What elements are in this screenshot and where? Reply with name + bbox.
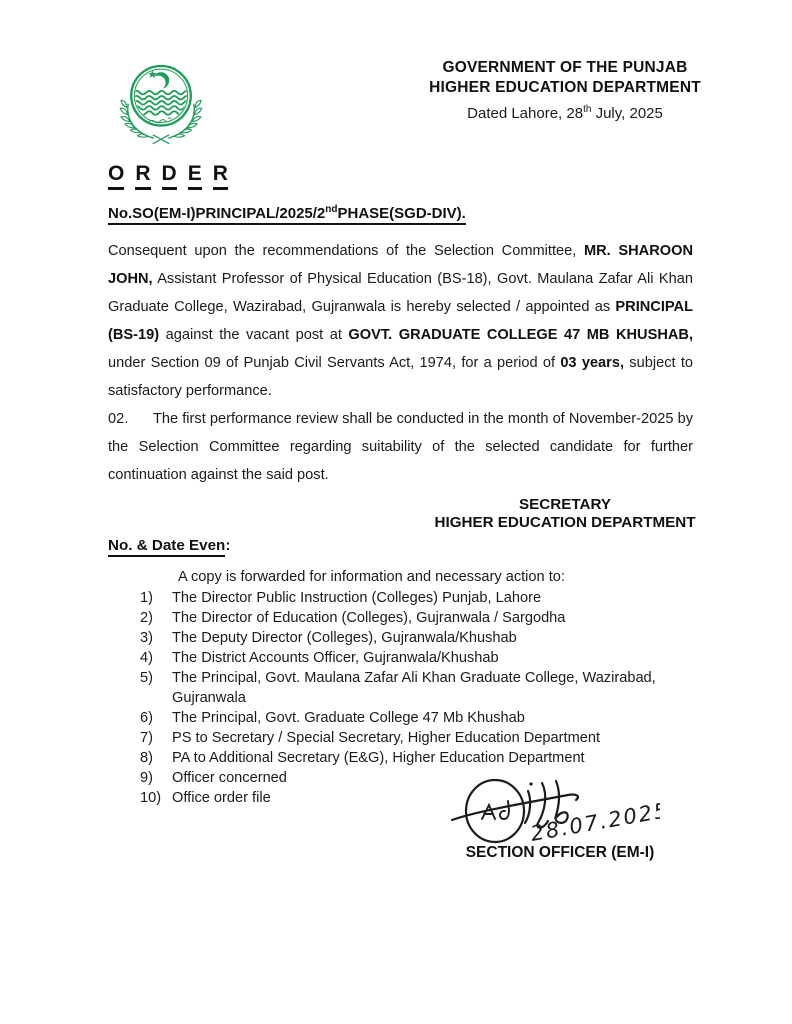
distribution-item-text: The District Accounts Officer, Gujranwala/Khushab [172, 650, 499, 666]
paragraph-1-text-segment: Assistant Professor of Physical Education (BS-18), Govt. Maulana Zafar Ali Khan Graduate College, Wazirabad, Gujranwala is hereby selected / appointed as [108, 271, 693, 315]
dated-text: Dated Lahore, 28 [467, 105, 584, 122]
distribution-list-item [108, 588, 693, 608]
distribution-item-text: Officer concerned [172, 770, 287, 786]
distribution-intro: A copy is forwarded for information and necessary action to: [178, 569, 565, 585]
paragraph-1-text-segment: subject to satisfactory performance. [108, 355, 693, 399]
paragraph-1-bold-segment: 03 years, [560, 355, 625, 371]
dated-ordinal-sup: th [583, 104, 592, 115]
distribution-item-number: 8) [140, 750, 153, 766]
paragraph-1-text-segment: against the vacant post at [159, 327, 349, 343]
distribution-item-text: PA to Additional Secretary (E&G), Higher Education Department [172, 750, 585, 766]
distribution-list-item [108, 708, 693, 728]
order-title-letter: E [188, 162, 202, 190]
dated-text-suffix: July, 2025 [591, 105, 663, 122]
document-body [108, 0, 696, 808]
distribution-item-text: The Director Public Instruction (Colleges) Punjab, Lahore [172, 590, 542, 606]
order-title-letter: D [162, 162, 177, 190]
order-title-letter: R [213, 162, 228, 190]
distribution-item-text: PS to Secretary / Special Secretary, Higher Education Department [172, 730, 601, 746]
order-title-letter: O [108, 162, 124, 190]
letterhead-government-line: GOVERNMENT OF THE PUNJAB [442, 59, 688, 76]
order-paragraph-1 [108, 237, 693, 405]
order-paragraph-2 [108, 405, 693, 489]
paragraph-1-bold-segment: MR. SHAROON JOHN, [108, 243, 693, 287]
distribution-item-number: 3) [140, 630, 153, 646]
handwritten-signature-icon [448, 775, 660, 849]
section-officer-designation: SECTION OFFICER (EM-I) [465, 844, 655, 861]
paragraph-1-text-segment: Consequent upon the recommendations of the Selection Committee, [108, 243, 584, 259]
secretary-signature-block [415, 496, 715, 532]
distribution-item-number: 10) [140, 790, 162, 806]
distribution-item-text: The Principal, Govt. Maulana Zafar Ali Khan Graduate College, Wazirabad, Gujranwala [172, 670, 656, 706]
distribution-list-item [108, 668, 693, 708]
order-reference-text [108, 204, 466, 225]
distribution-heading-colon: : [225, 537, 231, 554]
distribution-item-text: The Deputy Director (Colleges), Gujranwala/Khushab [172, 630, 517, 646]
distribution-item-number: 4) [140, 650, 153, 666]
distribution-item-number: 5) [140, 670, 153, 686]
order-title [108, 162, 693, 190]
distribution-heading [108, 537, 693, 554]
distribution-item-number: 6) [140, 710, 153, 726]
distribution-item-number: 7) [140, 730, 153, 746]
distribution-heading-text: No. & Date Even [108, 537, 225, 557]
distribution-item-text: The Director of Education (Colleges), Gujranwala / Sargodha [172, 610, 566, 626]
distribution-list-item [108, 728, 693, 748]
order-reference-number [108, 204, 693, 225]
paragraph-1-bold-segment: PRINCIPAL (BS-19) [108, 299, 693, 343]
paragraph-1-text-segment: under Section 09 of Punjab Civil Servants Act, 1974, for a period of [108, 355, 561, 371]
order-number-sup: nd [325, 204, 338, 215]
distribution-item-text: The Principal, Govt. Graduate College 47 Mb Khushab [172, 710, 525, 726]
distribution-item-number: 1) [140, 590, 153, 606]
secretary-title: SECRETARY [519, 496, 611, 513]
handwritten-signature [448, 775, 660, 849]
signature-date: 28.07.2025 [528, 797, 660, 846]
paragraph-2-text: The first performance review shall be conducted in the month of November-2025 by the Selection Committee regarding suitability of the selected candidate for further continuation against the said post. [108, 411, 693, 483]
distribution-list-item [108, 608, 693, 628]
distribution-list-item [108, 628, 693, 648]
letterhead-department-line: HIGHER EDUCATION DEPARTMENT [429, 79, 701, 96]
distribution-list-item [108, 748, 693, 768]
paragraph-1-bold-segment: GOVT. GRADUATE COLLEGE 47 MB KHUSHAB, [348, 327, 693, 343]
secretary-department: HIGHER EDUCATION DEPARTMENT [434, 514, 696, 531]
order-number-suffix: PHASE(SGD-DIV). [337, 205, 466, 222]
paragraph-number: 02. [108, 411, 129, 427]
distribution-list-item [108, 648, 693, 668]
distribution-item-number: 2) [140, 610, 153, 626]
order-number-prefix: No.SO(EM-I)PRINCIPAL/2025/2 [108, 205, 326, 222]
distribution-item-number: 9) [140, 770, 153, 786]
distribution-item-text: Office order file [172, 790, 271, 806]
order-title-letter: R [135, 162, 150, 190]
